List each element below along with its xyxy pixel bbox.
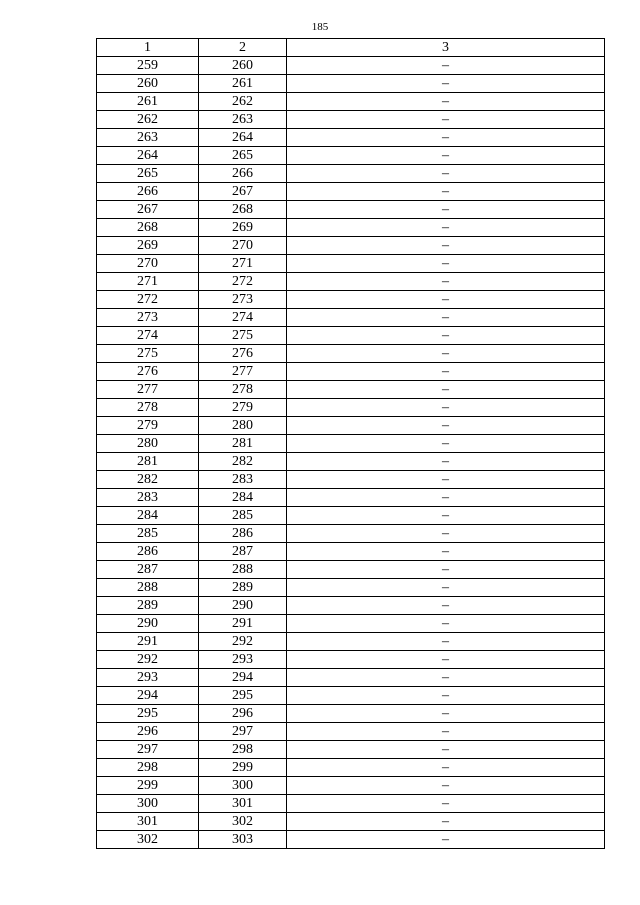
table-cell: 275 (97, 345, 199, 363)
table-cell: 289 (97, 597, 199, 615)
column-header: 3 (287, 39, 605, 57)
table-cell: 265 (199, 147, 287, 165)
table-cell: – (287, 435, 605, 453)
table-row (97, 363, 605, 381)
table-cell: 282 (97, 471, 199, 489)
header-row (97, 39, 605, 57)
table-row (97, 57, 605, 75)
table-cell: – (287, 723, 605, 741)
table-cell: 295 (97, 705, 199, 723)
table-cell: 284 (97, 507, 199, 525)
table-cell: – (287, 255, 605, 273)
table-cell: 291 (199, 615, 287, 633)
table-cell: 293 (97, 669, 199, 687)
table-cell: 299 (199, 759, 287, 777)
table-cell: 296 (199, 705, 287, 723)
table-cell: 260 (199, 57, 287, 75)
table-cell: 301 (199, 795, 287, 813)
table-row (97, 183, 605, 201)
table-cell: 273 (97, 309, 199, 327)
table-cell: – (287, 633, 605, 651)
table-row (97, 777, 605, 795)
table-cell: – (287, 597, 605, 615)
table-cell: – (287, 795, 605, 813)
table-cell: 273 (199, 291, 287, 309)
table-cell: 268 (97, 219, 199, 237)
table-cell: 303 (199, 831, 287, 849)
table-cell: – (287, 129, 605, 147)
table-row (97, 471, 605, 489)
table-cell: 263 (199, 111, 287, 129)
table-row (97, 273, 605, 291)
table-cell: 292 (199, 633, 287, 651)
data-table (96, 38, 605, 849)
table-cell: 284 (199, 489, 287, 507)
table-cell: – (287, 453, 605, 471)
table-cell: 279 (97, 417, 199, 435)
table-cell: 265 (97, 165, 199, 183)
table-cell: – (287, 417, 605, 435)
table-cell: – (287, 201, 605, 219)
table-cell: – (287, 381, 605, 399)
table-cell: 275 (199, 327, 287, 345)
table-cell: 271 (199, 255, 287, 273)
table-cell: – (287, 687, 605, 705)
table-row (97, 759, 605, 777)
table-cell: – (287, 651, 605, 669)
table-cell: 292 (97, 651, 199, 669)
table-cell: 280 (199, 417, 287, 435)
table-row (97, 93, 605, 111)
table-cell: 279 (199, 399, 287, 417)
table-cell: – (287, 183, 605, 201)
table-row (97, 579, 605, 597)
table-cell: – (287, 831, 605, 849)
table-cell: – (287, 111, 605, 129)
table-cell: 286 (97, 543, 199, 561)
table-cell: – (287, 579, 605, 597)
column-header: 1 (97, 39, 199, 57)
table-cell: 278 (97, 399, 199, 417)
table-cell: 271 (97, 273, 199, 291)
table-cell: – (287, 471, 605, 489)
table-cell: – (287, 777, 605, 795)
table-row (97, 741, 605, 759)
table-row (97, 435, 605, 453)
table-cell: – (287, 57, 605, 75)
table-cell: 289 (199, 579, 287, 597)
table-cell: – (287, 813, 605, 831)
table-row (97, 813, 605, 831)
table-cell: – (287, 561, 605, 579)
table-cell: – (287, 237, 605, 255)
table-cell: 269 (199, 219, 287, 237)
column-header: 2 (199, 39, 287, 57)
table-cell: – (287, 543, 605, 561)
table-row (97, 489, 605, 507)
table-row (97, 309, 605, 327)
table-cell: 285 (199, 507, 287, 525)
table-cell: 263 (97, 129, 199, 147)
table-cell: 302 (199, 813, 287, 831)
table-row (97, 795, 605, 813)
table-cell: 278 (199, 381, 287, 399)
table-row (97, 831, 605, 849)
table-cell: 287 (199, 543, 287, 561)
table-row (97, 597, 605, 615)
table-cell: – (287, 165, 605, 183)
table-cell: 287 (97, 561, 199, 579)
table-cell: 297 (97, 741, 199, 759)
table-cell: 290 (97, 615, 199, 633)
table-row (97, 561, 605, 579)
table-cell: 270 (199, 237, 287, 255)
table-row (97, 327, 605, 345)
table-cell: 283 (199, 471, 287, 489)
table-cell: 259 (97, 57, 199, 75)
table-cell: – (287, 705, 605, 723)
table-row (97, 687, 605, 705)
table-row (97, 219, 605, 237)
table-row (97, 525, 605, 543)
table-cell: 272 (199, 273, 287, 291)
table-cell: 301 (97, 813, 199, 831)
table-cell: 294 (199, 669, 287, 687)
table-cell: 294 (97, 687, 199, 705)
table-row (97, 399, 605, 417)
table-cell: 286 (199, 525, 287, 543)
table-row (97, 291, 605, 309)
table-cell: 285 (97, 525, 199, 543)
table-cell: 293 (199, 651, 287, 669)
table-cell: 296 (97, 723, 199, 741)
table-cell: 269 (97, 237, 199, 255)
table-cell: – (287, 147, 605, 165)
table-cell: – (287, 507, 605, 525)
table-row (97, 255, 605, 273)
table-cell: – (287, 363, 605, 381)
table-cell: 297 (199, 723, 287, 741)
table-cell: – (287, 345, 605, 363)
table-row (97, 543, 605, 561)
table-cell: 280 (97, 435, 199, 453)
table-cell: 268 (199, 201, 287, 219)
table-cell: 270 (97, 255, 199, 273)
table-cell: – (287, 309, 605, 327)
table-cell: – (287, 399, 605, 417)
table-cell: 262 (199, 93, 287, 111)
table-cell: 266 (97, 183, 199, 201)
table-cell: – (287, 219, 605, 237)
table-cell: 291 (97, 633, 199, 651)
table-cell: – (287, 489, 605, 507)
table-cell: – (287, 291, 605, 309)
table-row (97, 615, 605, 633)
table-row (97, 201, 605, 219)
table-row (97, 417, 605, 435)
table-cell: 300 (97, 795, 199, 813)
table-cell: 298 (97, 759, 199, 777)
table-cell: – (287, 327, 605, 345)
table-cell: 283 (97, 489, 199, 507)
table-cell: 261 (97, 93, 199, 111)
table-cell: 274 (97, 327, 199, 345)
table-row (97, 723, 605, 741)
table-cell: 277 (199, 363, 287, 381)
table-row (97, 507, 605, 525)
table-cell: 302 (97, 831, 199, 849)
table-row (97, 651, 605, 669)
table-row (97, 237, 605, 255)
table-cell: 264 (97, 147, 199, 165)
table-row (97, 129, 605, 147)
table-cell: 281 (97, 453, 199, 471)
table-cell: 282 (199, 453, 287, 471)
table-cell: 264 (199, 129, 287, 147)
table-cell: 261 (199, 75, 287, 93)
table-cell: 266 (199, 165, 287, 183)
table-cell: – (287, 75, 605, 93)
table-cell: – (287, 273, 605, 291)
table-row (97, 147, 605, 165)
table-cell: 272 (97, 291, 199, 309)
table-cell: 295 (199, 687, 287, 705)
table-cell: 277 (97, 381, 199, 399)
table-row (97, 381, 605, 399)
table-cell: 267 (97, 201, 199, 219)
table-cell: – (287, 93, 605, 111)
table-cell: 274 (199, 309, 287, 327)
table-cell: 276 (97, 363, 199, 381)
table-row (97, 75, 605, 93)
table-row (97, 705, 605, 723)
table-cell: 276 (199, 345, 287, 363)
table-cell: 298 (199, 741, 287, 759)
table-cell: 299 (97, 777, 199, 795)
table-row (97, 453, 605, 471)
table-cell: 288 (199, 561, 287, 579)
table-cell: 260 (97, 75, 199, 93)
table-cell: 288 (97, 579, 199, 597)
table-body (97, 57, 605, 849)
page-number: 185 (311, 21, 329, 33)
table-cell: – (287, 525, 605, 543)
table-cell: – (287, 615, 605, 633)
table-cell: 267 (199, 183, 287, 201)
table-cell: 300 (199, 777, 287, 795)
table-cell: – (287, 669, 605, 687)
table-row (97, 111, 605, 129)
table-row (97, 633, 605, 651)
table-cell: – (287, 759, 605, 777)
table-cell: – (287, 741, 605, 759)
table-row (97, 165, 605, 183)
table-cell: 281 (199, 435, 287, 453)
table-row (97, 669, 605, 687)
table-row (97, 345, 605, 363)
table-cell: 290 (199, 597, 287, 615)
table-cell: 262 (97, 111, 199, 129)
